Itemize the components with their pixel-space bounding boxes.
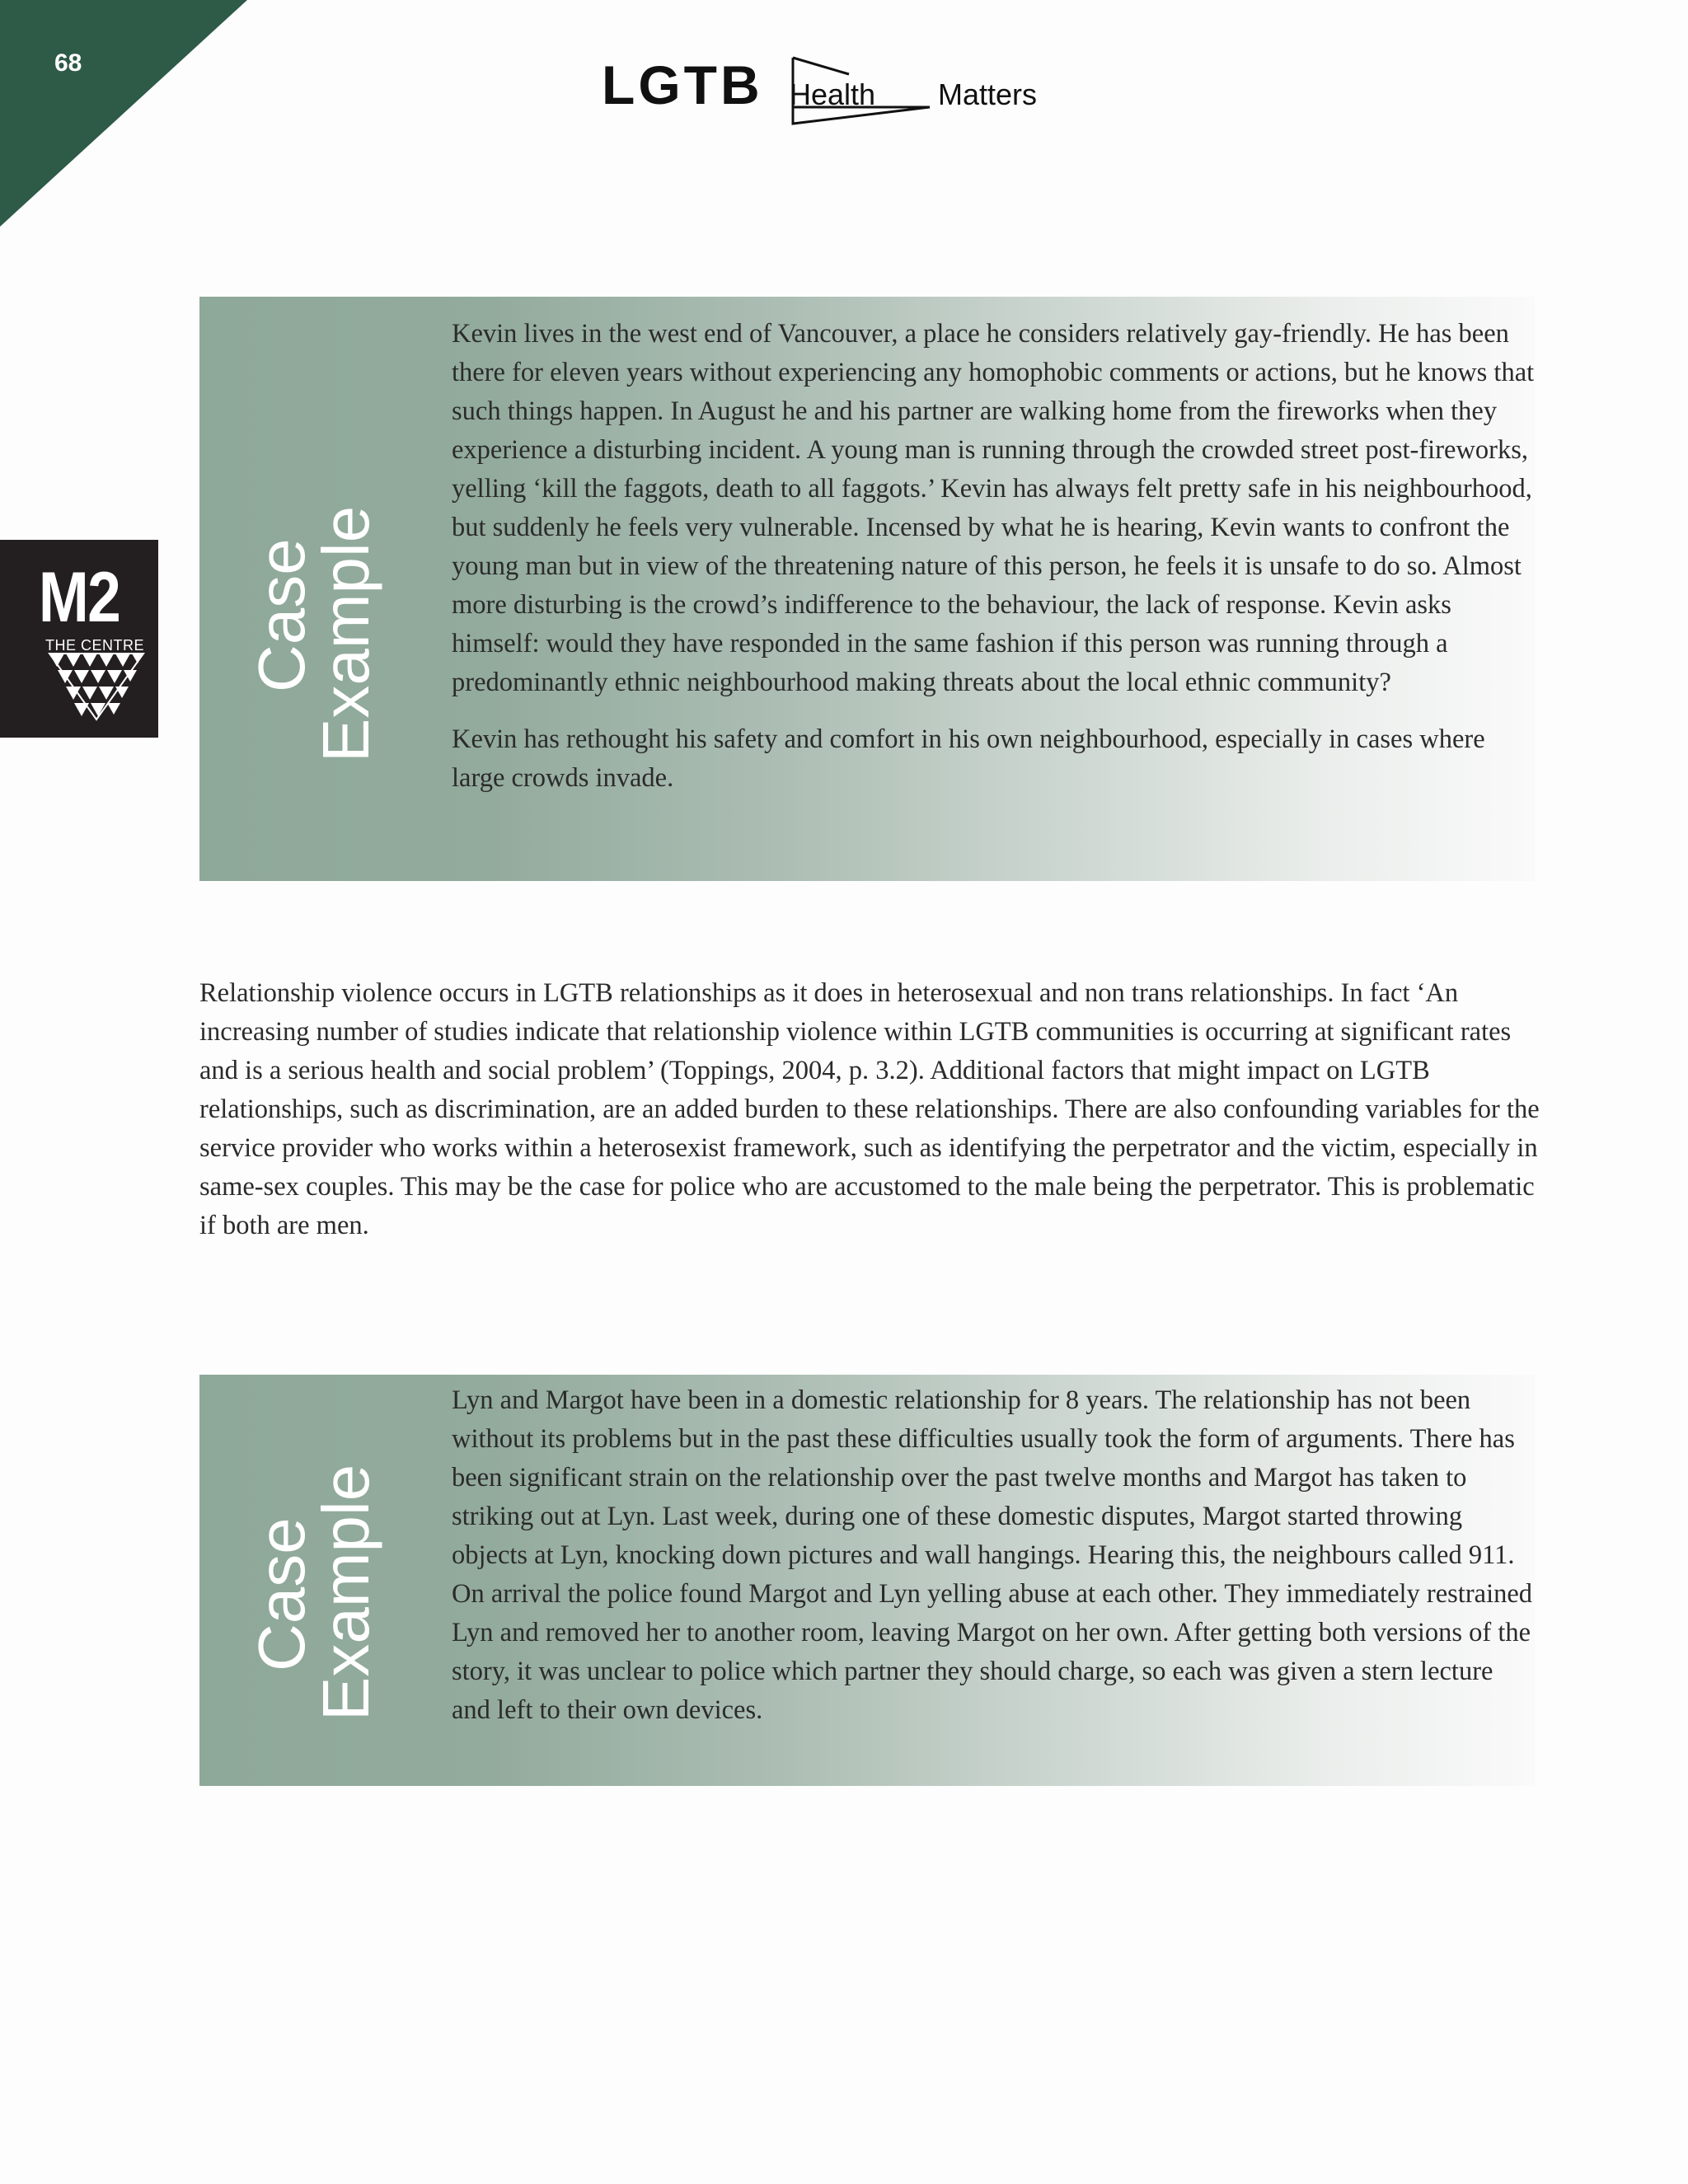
centre-triangle-icon [48, 652, 145, 721]
logo-matters-text: Matters [938, 77, 1038, 111]
corner-triangle [0, 0, 247, 227]
case-paragraph: Lyn and Margot have been in a domestic relationship for 8 years. The relationship has not been without its problems but in the past these difficulties usually took the form of arguments. There has been significant strain on the relationship over the past twelve months and Margot has taken to striking out at Lyn. Last week, during one of these domestic disputes, Margot started throwing objects at Lyn, knocking down pictures and wall hangings. Hearing this, the neighbours called 911. On arrival the police found Margot and Lyn yelling abuse at each other. They immediately restrained Lyn and removed her to another room, leaving Margot on her own. After getting both versions of the story, it was unclear to police which partner they should charge, so each was given a stern lecture and left to their own devices. [452, 1385, 1533, 1725]
module-code: M2 [38, 558, 120, 637]
case-example-label-line2: Example [309, 505, 382, 762]
page-number: 68 [54, 49, 82, 77]
case-example-text-2 [452, 1381, 1535, 1748]
case-paragraph: Kevin has rethought his safety and comfort in his own neighbourhood, especially in cases where large crowds invade. [452, 724, 1485, 793]
case-example-label-line2: Example [309, 1464, 382, 1721]
case-paragraph: Kevin lives in the west end of Vancouver, a place he considers relatively gay-friendly. He has been there for eleven years without experiencing any homophobic comments or actions, but he knows that such things happen. In August he and his partner are walking home from the fireworks when they experience a disturbing incident. A young man is running through the crowded street post-fireworks, yelling ‘kill the faggots, death to all faggots.’ Kevin has always felt pretty safe in his neighbourhood, but suddenly he feels very vulnerable. Incensed by what he is hearing, Kevin wants to confront the young man but in view of the threatening nature of this person, he feels it is unsafe to do so. Almost more disturbing is the crowd’s indifference to the behaviour, the lack of response. Kevin asks himself: would they have responded in the same fashion if this person was running through a predominantly ethnic neighbourhood making threats about the local ethnic community? [452, 319, 1535, 697]
logo-lgtb-text: LGTB [602, 54, 763, 115]
module-tab [0, 540, 158, 738]
case-example-box-2 [199, 1375, 1535, 1786]
body-paragraph: Relationship violence occurs in LGTB relationships as it does in heterosexual and non trans relationships. In fact ‘An increasing number of studies indicate that relationship violence within LGTB communities is occurring at significant rates and is a serious health and social problem’ (Toppings, 2004, p. 3.2). Additional factors that might impact on LGTB relationships, such as discrimination, are an added burden to these relationships. There are also confounding variables for the service provider who works within a heterosexist framework, such as identifying the perpetrator and the victim, especially in same-sex couples. This may be the case for police who are accustomed to the male being the perpetrator. This is problematic if both are men. [199, 978, 1540, 1240]
centre-label: THE CENTRE [45, 637, 145, 654]
case-example-text-1 [452, 315, 1535, 816]
case-example-label-line1: Case [245, 538, 318, 692]
case-example-label-line1: Case [245, 1517, 318, 1671]
case-example-box-1 [199, 297, 1535, 881]
publication-logo [602, 56, 1088, 130]
logo-health-text: Health [790, 77, 876, 111]
